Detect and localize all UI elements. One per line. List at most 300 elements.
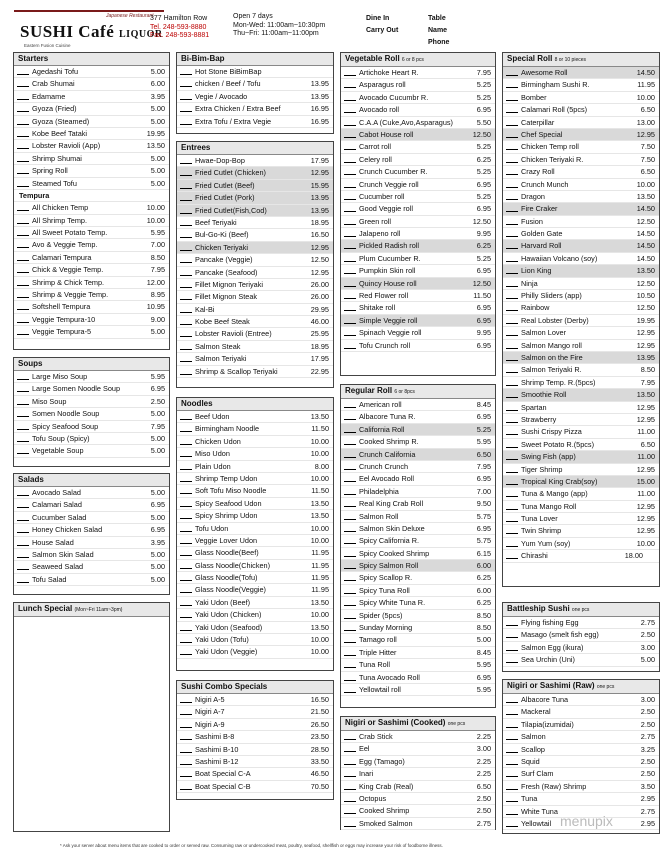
menu-item [341, 315, 495, 327]
quantity-blank[interactable] [344, 236, 356, 237]
quantity-blank[interactable] [180, 702, 192, 703]
quantity-blank[interactable] [506, 298, 518, 299]
item-price: 5.95 [150, 372, 165, 381]
quantity-blank[interactable] [180, 431, 192, 432]
menu-item [14, 264, 169, 276]
quantity-blank[interactable] [180, 225, 192, 226]
item-price: 5.95 [150, 228, 165, 238]
quantity-blank[interactable] [344, 605, 356, 606]
item-price: 16.95 [310, 104, 329, 114]
quantity-blank[interactable] [506, 199, 518, 200]
quantity-blank[interactable] [344, 543, 356, 544]
quantity-blank[interactable] [506, 224, 518, 225]
item-name: Glass Noodle(Beef) [195, 548, 259, 558]
quantity-blank[interactable] [506, 509, 518, 510]
menu-item [177, 91, 333, 103]
item-price: 15.00 [636, 476, 655, 486]
quantity-blank[interactable] [17, 545, 29, 546]
quantity-blank[interactable] [506, 286, 518, 287]
address-block [150, 15, 209, 41]
item-price: 2.25 [476, 769, 491, 779]
quantity-blank[interactable] [17, 186, 29, 187]
quantity-blank[interactable] [506, 211, 518, 212]
quantity-blank[interactable] [506, 335, 518, 336]
item-name: Sea Urchin (Uni) [521, 655, 575, 665]
quantity-blank[interactable] [180, 776, 192, 777]
quantity-blank[interactable] [506, 422, 518, 423]
quantity-blank[interactable] [344, 469, 356, 470]
item-name: Vegetable Soup [32, 446, 84, 456]
section-title-text: Bi-Bim-Bap [181, 54, 225, 63]
quantity-blank[interactable] [344, 519, 356, 520]
quantity-blank[interactable] [17, 148, 29, 149]
menu-item [503, 364, 659, 376]
item-price: 5.00 [150, 166, 165, 176]
quantity-blank[interactable] [344, 348, 356, 349]
quantity-blank[interactable] [344, 149, 356, 150]
item-name: Egg (Tamago) [359, 756, 405, 766]
quantity-blank[interactable] [344, 739, 356, 740]
quantity-blank[interactable] [180, 469, 192, 470]
item-price: 46.00 [310, 317, 329, 327]
quantity-blank[interactable] [17, 247, 29, 248]
quantity-blank[interactable] [506, 87, 518, 88]
quantity-blank[interactable] [344, 211, 356, 212]
item-name: Dragon [521, 191, 545, 201]
menu-item [177, 78, 333, 90]
quantity-blank[interactable] [506, 789, 518, 790]
menu-item [341, 240, 495, 252]
quantity-blank[interactable] [344, 125, 356, 126]
quantity-blank[interactable] [506, 100, 518, 101]
item-price: 17.95 [310, 354, 329, 364]
quantity-blank[interactable] [180, 714, 192, 715]
quantity-blank[interactable] [506, 662, 518, 663]
quantity-blank[interactable] [180, 568, 192, 569]
quantity-blank[interactable] [506, 447, 518, 448]
quantity-blank[interactable] [344, 655, 356, 656]
quantity-blank[interactable] [344, 764, 356, 765]
quantity-blank[interactable] [344, 432, 356, 433]
quantity-blank[interactable] [180, 374, 192, 375]
quantity-blank[interactable] [17, 309, 29, 310]
item-price: 5.00 [640, 655, 655, 665]
menu-item [14, 408, 169, 420]
quantity-blank[interactable] [506, 434, 518, 435]
quantity-blank[interactable] [344, 692, 356, 693]
quantity-blank[interactable] [344, 199, 356, 200]
item-price: 7.95 [150, 265, 165, 275]
menu-item [341, 104, 495, 116]
quantity-blank[interactable] [180, 752, 192, 753]
quantity-blank[interactable] [506, 410, 518, 411]
quantity-blank[interactable] [180, 124, 192, 125]
quantity-blank[interactable] [506, 125, 518, 126]
quantity-blank[interactable] [506, 162, 518, 163]
quantity-blank[interactable] [506, 137, 518, 138]
quantity-blank[interactable] [180, 361, 192, 362]
quantity-blank[interactable] [17, 136, 29, 137]
quantity-blank[interactable] [506, 752, 518, 753]
quantity-blank[interactable] [344, 580, 356, 581]
quantity-blank[interactable] [180, 444, 192, 445]
item-price: 6.00 [476, 585, 491, 595]
quantity-blank[interactable] [344, 801, 356, 802]
quantity-blank[interactable] [17, 557, 29, 558]
quantity-blank[interactable] [344, 273, 356, 274]
quantity-blank[interactable] [17, 429, 29, 430]
quantity-blank[interactable] [506, 310, 518, 311]
quantity-blank[interactable] [180, 617, 192, 618]
quantity-blank[interactable] [17, 416, 29, 417]
item-name: Plain Udon [195, 461, 231, 471]
quantity-blank[interactable] [344, 481, 356, 482]
item-name: Veggie Tempura-10 [32, 314, 96, 324]
quantity-blank[interactable] [17, 404, 29, 405]
quantity-blank[interactable] [506, 472, 518, 473]
quantity-blank[interactable] [180, 764, 192, 765]
quantity-blank[interactable] [344, 335, 356, 336]
quantity-blank[interactable] [344, 87, 356, 88]
item-name: Sashimi B-8 [195, 732, 235, 742]
item-price: 23.50 [310, 732, 329, 742]
quantity-blank[interactable] [17, 99, 29, 100]
quantity-blank[interactable] [17, 441, 29, 442]
quantity-blank[interactable] [344, 162, 356, 163]
quantity-blank[interactable] [344, 248, 356, 249]
item-price: 25.95 [310, 329, 329, 339]
quantity-blank[interactable] [180, 349, 192, 350]
quantity-blank[interactable] [180, 592, 192, 593]
quantity-blank[interactable] [506, 727, 518, 728]
quantity-blank[interactable] [180, 262, 192, 263]
quantity-blank[interactable] [506, 112, 518, 113]
menu-item [341, 659, 495, 671]
quantity-blank[interactable] [344, 323, 356, 324]
item-price: 11.00 [637, 427, 655, 437]
menu-item [503, 402, 659, 414]
quantity-blank[interactable] [180, 481, 192, 482]
quantity-blank[interactable] [506, 814, 518, 815]
item-price: 13.50 [310, 597, 329, 607]
item-name: Fire Craker [521, 204, 558, 214]
quantity-blank[interactable] [506, 149, 518, 150]
item-price: 18.95 [310, 217, 329, 227]
quantity-blank[interactable] [506, 348, 518, 349]
quantity-blank[interactable] [180, 654, 192, 655]
quantity-blank[interactable] [344, 75, 356, 76]
quantity-blank[interactable] [17, 379, 29, 380]
quantity-blank[interactable] [17, 507, 29, 508]
quantity-blank[interactable] [180, 630, 192, 631]
menu-item [177, 584, 333, 596]
quantity-blank[interactable] [506, 248, 518, 249]
quantity-blank[interactable] [180, 419, 192, 420]
quantity-blank[interactable] [344, 813, 356, 814]
menu-item [14, 445, 169, 457]
item-name: Tofu Crunch roll [359, 340, 411, 350]
quantity-blank[interactable] [17, 322, 29, 323]
item-name: Spider (5pcs) [359, 610, 403, 620]
menu-item [341, 548, 495, 560]
quantity-blank[interactable] [180, 642, 192, 643]
quantity-blank[interactable] [344, 642, 356, 643]
quantity-blank[interactable] [506, 558, 518, 559]
item-price: 6.50 [640, 439, 655, 449]
quantity-blank[interactable] [17, 272, 29, 273]
item-price: 2.75 [640, 732, 655, 742]
quantity-blank[interactable] [344, 494, 356, 495]
quantity-blank[interactable] [344, 667, 356, 668]
quantity-blank[interactable] [506, 714, 518, 715]
quantity-blank[interactable] [180, 163, 192, 164]
fax: Fax. 248-593-8881 [150, 32, 210, 39]
quantity-blank[interactable] [17, 74, 29, 75]
quantity-blank[interactable] [506, 625, 518, 626]
menu-item [503, 191, 659, 203]
quantity-blank[interactable] [506, 650, 518, 651]
quantity-blank[interactable] [344, 457, 356, 458]
quantity-blank[interactable] [180, 200, 192, 201]
menu-item [341, 781, 495, 793]
item-name: Beef Teriyaki [195, 217, 237, 227]
item-name: Tofu Salad [32, 574, 67, 584]
quantity-blank[interactable] [344, 531, 356, 532]
quantity-blank[interactable] [180, 213, 192, 214]
quantity-blank[interactable] [180, 188, 192, 189]
quantity-blank[interactable] [180, 506, 192, 507]
quantity-blank[interactable] [344, 680, 356, 681]
quantity-blank[interactable] [17, 297, 29, 298]
quantity-blank[interactable] [17, 495, 29, 496]
quantity-blank[interactable] [17, 582, 29, 583]
quantity-blank[interactable] [180, 605, 192, 606]
quantity-blank[interactable] [344, 187, 356, 188]
item-name: Salmon Lover [521, 328, 567, 338]
quantity-blank[interactable] [180, 580, 192, 581]
quantity-blank[interactable] [506, 459, 518, 460]
quantity-blank[interactable] [180, 74, 192, 75]
quantity-blank[interactable] [344, 112, 356, 113]
item-name: Shrimp Shumai [32, 153, 82, 163]
item-price: 13.95 [636, 352, 655, 362]
item-name: Spicy Cooked Shrimp [359, 548, 430, 558]
quantity-blank[interactable] [17, 453, 29, 454]
item-name: Tuna Avocado Roll [359, 672, 420, 682]
quantity-blank[interactable] [17, 391, 29, 392]
menu-item [177, 267, 333, 279]
section-note: one pcs [571, 607, 590, 613]
quantity-blank[interactable] [180, 287, 192, 288]
quantity-blank[interactable] [180, 275, 192, 276]
quantity-blank[interactable] [344, 224, 356, 225]
quantity-blank[interactable] [506, 323, 518, 324]
quantity-blank[interactable] [344, 174, 356, 175]
quantity-blank[interactable] [344, 776, 356, 777]
menu-item [503, 389, 659, 401]
quantity-blank[interactable] [180, 531, 192, 532]
quantity-blank[interactable] [506, 261, 518, 262]
quantity-blank[interactable] [344, 506, 356, 507]
item-name: Chicken Udon [195, 436, 241, 446]
quantity-blank[interactable] [344, 407, 356, 408]
menu-item [177, 423, 333, 435]
quantity-blank[interactable] [180, 312, 192, 313]
item-price: 11.50 [311, 486, 329, 496]
menu-item [341, 461, 495, 473]
quantity-blank[interactable] [506, 637, 518, 638]
item-price: 10.00 [310, 647, 329, 657]
quantity-blank[interactable] [180, 555, 192, 556]
item-price: 6.50 [476, 449, 491, 459]
quantity-blank[interactable] [344, 286, 356, 287]
item-price: 21.50 [310, 707, 329, 717]
menu-item [341, 129, 495, 141]
quantity-blank[interactable] [344, 261, 356, 262]
quantity-blank[interactable] [344, 593, 356, 594]
quantity-blank[interactable] [17, 86, 29, 87]
quantity-blank[interactable] [17, 235, 29, 236]
quantity-blank[interactable] [180, 543, 192, 544]
quantity-blank[interactable] [506, 826, 518, 827]
quantity-blank[interactable] [506, 739, 518, 740]
quantity-blank[interactable] [180, 727, 192, 728]
item-name: Kobe Beef Steak [195, 317, 250, 327]
section-title [14, 603, 169, 617]
item-price: 7.95 [476, 68, 491, 77]
quantity-blank[interactable] [17, 532, 29, 533]
menu-item [503, 141, 659, 153]
menu-item [177, 254, 333, 266]
quantity-blank[interactable] [506, 187, 518, 188]
quantity-blank[interactable] [180, 250, 192, 251]
item-price: 3.95 [150, 91, 165, 101]
item-name: Spicy White Tuna R. [359, 598, 426, 608]
item-price: 6.25 [476, 598, 491, 608]
quantity-blank[interactable] [344, 137, 356, 138]
quantity-blank[interactable] [17, 520, 29, 521]
quantity-blank[interactable] [17, 223, 29, 224]
menu-item [14, 383, 169, 395]
quantity-blank[interactable] [506, 360, 518, 361]
quantity-blank[interactable] [506, 385, 518, 386]
quantity-blank[interactable] [180, 739, 192, 740]
quantity-blank[interactable] [344, 751, 356, 752]
quantity-blank[interactable] [344, 100, 356, 101]
quantity-blank[interactable] [506, 75, 518, 76]
quantity-blank[interactable] [506, 174, 518, 175]
item-name: Birmingham Noodle [195, 424, 260, 434]
quantity-blank[interactable] [17, 161, 29, 162]
quantity-blank[interactable] [17, 569, 29, 570]
item-name: Chirashi [521, 551, 548, 561]
quantity-blank[interactable] [344, 444, 356, 445]
item-price: 2.50 [640, 707, 655, 717]
item-name: Somen Noodle Soup [32, 409, 100, 419]
quantity-blank[interactable] [180, 175, 192, 176]
section-note: (Mon~Fri 11am~3pm) [74, 607, 123, 613]
section-title [341, 53, 495, 67]
quantity-blank[interactable] [180, 111, 192, 112]
quantity-blank[interactable] [17, 210, 29, 211]
quantity-blank[interactable] [180, 99, 192, 100]
quantity-blank[interactable] [180, 336, 192, 337]
item-name: Hwae-Dop-Bop [195, 156, 245, 165]
quantity-blank[interactable] [344, 568, 356, 569]
quantity-blank[interactable] [344, 556, 356, 557]
quantity-blank[interactable] [344, 298, 356, 299]
quantity-blank[interactable] [506, 236, 518, 237]
menu-item [177, 279, 333, 291]
quantity-blank[interactable] [506, 546, 518, 547]
section-title-text: Regular Roll [345, 386, 393, 395]
menu-item [341, 818, 495, 830]
quantity-blank[interactable] [506, 776, 518, 777]
item-name: Salmon on the Fire [521, 352, 583, 362]
quantity-blank[interactable] [506, 496, 518, 497]
quantity-blank[interactable] [344, 630, 356, 631]
section-title-text: Nigiri or Sashimi (Cooked) [345, 718, 446, 727]
quantity-blank[interactable] [180, 493, 192, 494]
quantity-blank[interactable] [506, 484, 518, 485]
quantity-blank[interactable] [506, 801, 518, 802]
quantity-blank[interactable] [17, 260, 29, 261]
item-price: 5.95 [476, 684, 491, 694]
quantity-blank[interactable] [180, 456, 192, 457]
quantity-blank[interactable] [344, 310, 356, 311]
menu-item [177, 473, 333, 485]
quantity-blank[interactable] [506, 372, 518, 373]
logo-sub: Eastern Fusion Cuisine [24, 43, 71, 48]
quantity-blank[interactable] [344, 618, 356, 619]
section-title [503, 53, 659, 67]
item-price: 5.00 [150, 153, 165, 163]
quantity-blank[interactable] [17, 111, 29, 112]
quantity-blank[interactable] [506, 764, 518, 765]
quantity-blank[interactable] [506, 397, 518, 398]
item-price: 9.00 [150, 314, 165, 324]
hours-title: Open 7 days [233, 13, 273, 20]
quantity-blank[interactable] [17, 285, 29, 286]
quantity-blank[interactable] [17, 173, 29, 174]
quantity-blank[interactable] [180, 789, 192, 790]
item-name: Crab Stick [359, 732, 393, 741]
footer-note: * Ask your server about menu items that are cooked to order or served raw. Consuming raw or undercooked meat, poultry, seafood, shellfish or eggs may increase your risk of foodborne illness. [60, 843, 443, 848]
quantity-blank[interactable] [180, 518, 192, 519]
quantity-blank[interactable] [506, 533, 518, 534]
quantity-blank[interactable] [344, 419, 356, 420]
item-price: 6.95 [476, 315, 491, 325]
item-name: Shrimp & Scallop Teriyaki [195, 366, 278, 376]
quantity-blank[interactable] [17, 124, 29, 125]
menu-item [177, 744, 333, 756]
quantity-blank[interactable] [180, 237, 192, 238]
quantity-blank[interactable] [506, 273, 518, 274]
quantity-blank[interactable] [344, 826, 356, 827]
item-price: 8.95 [150, 290, 165, 300]
quantity-blank[interactable] [17, 334, 29, 335]
quantity-blank[interactable] [506, 702, 518, 703]
menu-item [14, 487, 169, 499]
quantity-blank[interactable] [180, 86, 192, 87]
item-name: Squid [521, 756, 540, 766]
quantity-blank[interactable] [506, 521, 518, 522]
quantity-blank[interactable] [180, 299, 192, 300]
quantity-blank[interactable] [180, 324, 192, 325]
item-name: Kobe Beef Tataki [32, 128, 88, 138]
item-price: 7.50 [640, 154, 655, 164]
quantity-blank[interactable] [344, 789, 356, 790]
